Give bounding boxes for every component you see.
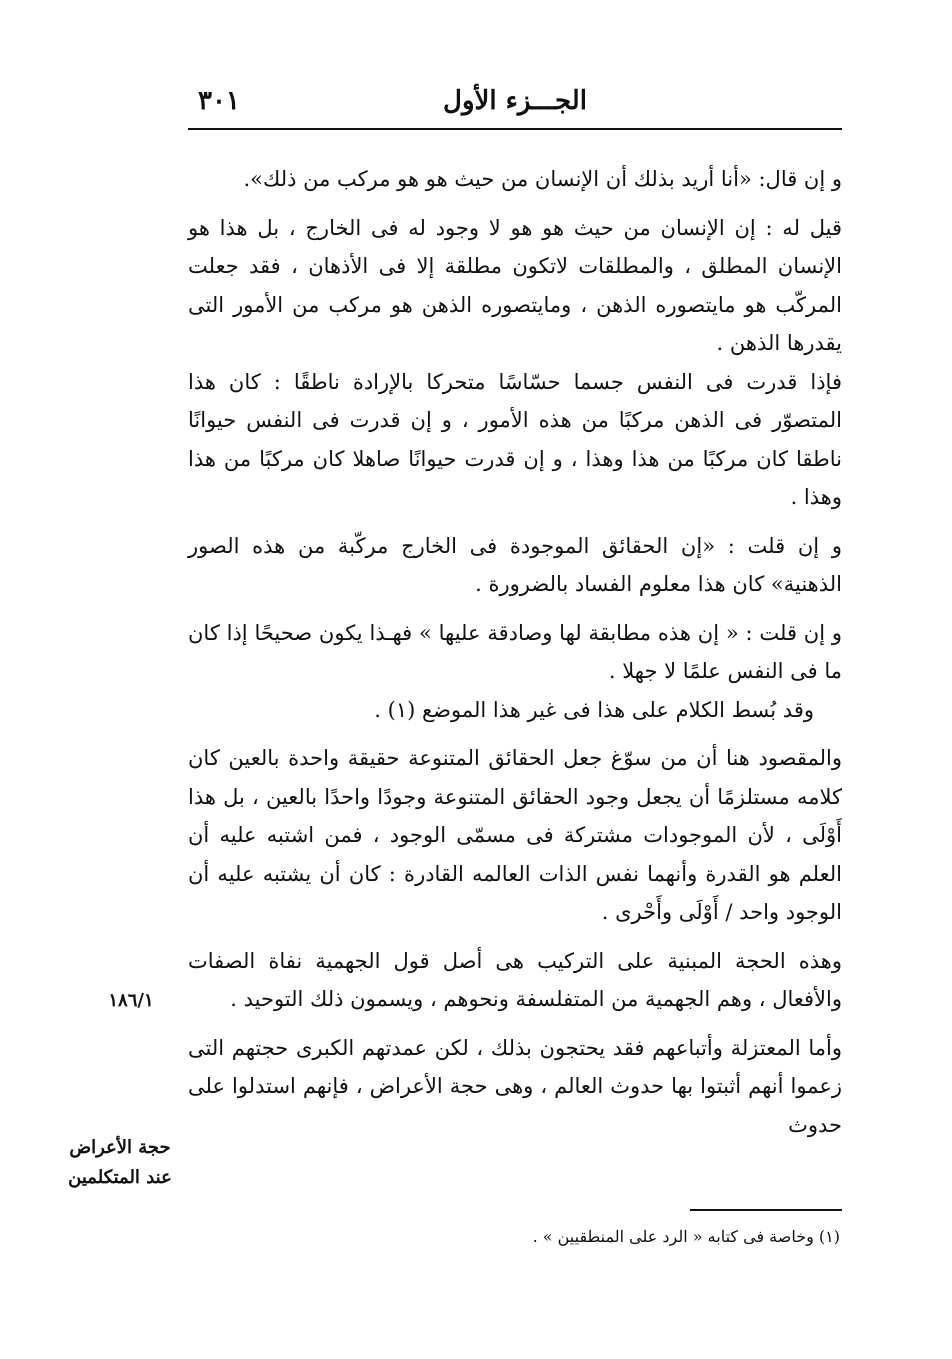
page-header bbox=[188, 84, 842, 130]
footnote: (١) وخاصة فى كتابه « الرد على المنطقيين » . bbox=[532, 1227, 840, 1246]
page-number: ٣٠١ bbox=[198, 86, 240, 116]
paragraph: وهذه الحجة المبنية على التركيب هى أصل قول الجهمية نفاة الصفات والأفعال ، وهم الجهمية من المتفلسفة ونحوهم ، ويسمون ذلك التوحيد . bbox=[188, 948, 842, 1011]
margin-heading bbox=[50, 1133, 190, 1193]
footnote-divider bbox=[690, 1209, 842, 1211]
paragraph: و إن قلت : « إن هذه مطابقة لها وصادقة عليها » فهـذا يكون صحيحًا إذا كان ما فى النفس علمًا لا جهلا . bbox=[188, 620, 842, 683]
paragraph: والمقصود هنا أن من سوّغ جعل الحقائق المتنوعة حقيقة واحدة بالعين كان كلامه مستلزمًا أن يجعل وجود الحقائق المتنوعة وجودًا واحدًا بالعين ، بل هذا أَوْلَى ، لأن الموجودات مشتركة فى مسمّى الوجود ، فمن اشتبه عليه أن العلم هو القدرة وأنهما نفس الذات العالمه القادرة : كان أن يشتبه عليه أن الوجود واحد / أَوْلَى وأَحْرى . bbox=[188, 746, 842, 924]
running-title: الجـــزء الأول bbox=[443, 86, 587, 116]
paragraph: فإذا قدرت فى النفس جسما حسّاسًا متحركا بالإرادة ناطقًا : كان هذا المتصوّر فى الذهن مركبًا من هذه الأمور ، و إن قدرت فى النفس حيوانًا ناطقا كان مركبًا من هذا وهذا ، و إن قدرت حيوانًا صاهلا كان مركبًا من هذا وهذا . bbox=[188, 369, 842, 509]
margin-heading-line: حجة الأعراض bbox=[69, 1137, 171, 1158]
margin-reference: ١٨٦/١ bbox=[108, 990, 154, 1011]
paragraph: وقد بُسط الكلام على هذا فى غير هذا الموضع (١) . bbox=[374, 697, 814, 722]
paragraph: وأما المعتزلة وأتباعهم فقد يحتجون بذلك ، لكن عمدتهم الكبرى حجتهم التى زعموا أنهم أثبتوا بها حدوث العالم ، وهى حجة الأعراض ، فإنهم استدلوا على حدوث bbox=[188, 1035, 842, 1137]
paragraph: قيل له : إن الإنسان من حيث هو هو لا وجود له فى الخارج ، بل هذا هو الإنسان المطلق ، والمطلقات لاتكون مطلقة إلا فى الأذهان ، فقد جعلت المركّب هو مايتصوره الذهن ، ومايتصوره الذهن هو مركب من الأمور التى يقدرها الذهن . bbox=[188, 215, 842, 355]
margin-heading-line: عند المتكلمين bbox=[68, 1167, 172, 1188]
main-text bbox=[188, 160, 842, 1144]
paragraph: و إن قال: «أنا أريد بذلك أن الإنسان من حيث هو هو مركب من ذلك». bbox=[243, 167, 842, 191]
paragraph: و إن قلت : «إن الحقائق الموجودة فى الخارج مركّبة من هذه الصور الذهنية» كان هذا معلوم الفساد بالضرورة . bbox=[188, 533, 842, 596]
